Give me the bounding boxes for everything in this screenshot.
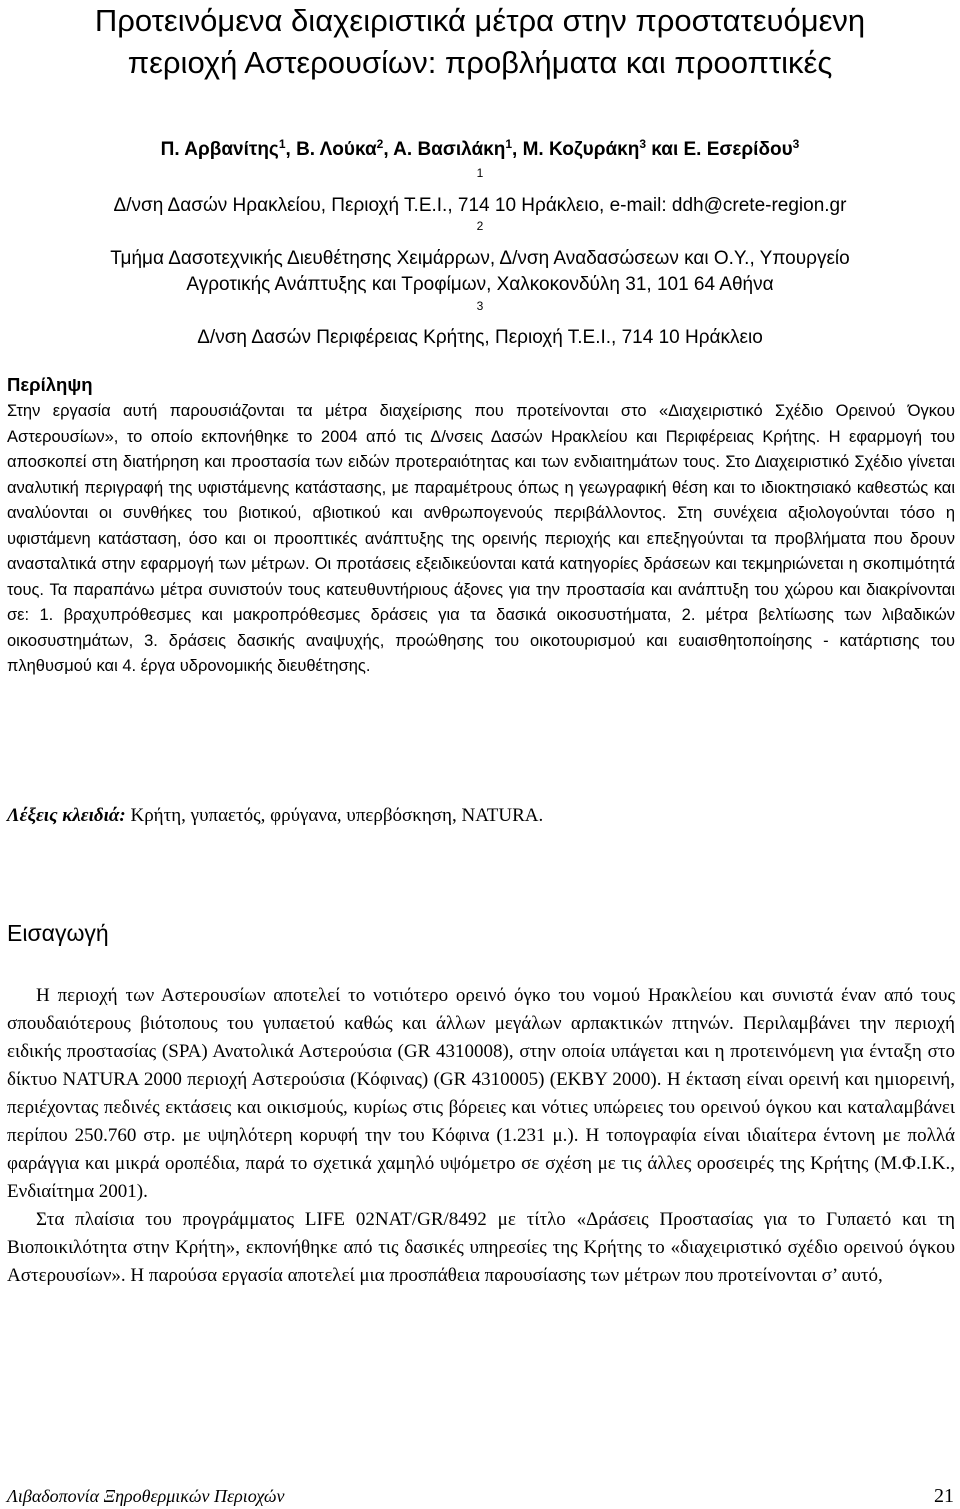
affiliation-text: Δ/νση Δασών Ηρακλείου, Περιοχή Τ.Ε.Ι., 714 10 Ηράκλειο, e-mail: ddh@crete-region.gr — [113, 194, 847, 216]
affiliation-mark: 3 — [476, 298, 484, 313]
affiliation-line — [0, 299, 960, 352]
author-affiliation-mark: 2 — [376, 137, 384, 151]
author-affiliation-mark: 1 — [278, 137, 286, 151]
author-name: Π. Αρβανίτης — [160, 139, 279, 160]
author-affiliation-mark: 3 — [792, 137, 800, 151]
page-number: 21 — [934, 1485, 954, 1507]
author-name: Β. Λούκα — [296, 139, 377, 160]
author-affiliation-mark: 3 — [639, 137, 647, 151]
affiliation-text: Δ/νση Δασών Περιφέρειας Κρήτης, Περιοχή Τ.Ε.Ι., 714 10 Ηράκλειο — [197, 327, 763, 348]
introduction-paragraph: Η περιοχή των Αστερουσίων αποτελεί το νοτιότερο ορεινό όγκο του νομού Ηρακλείου και συνιστά έναν από τους σπουδαιότερους βιότοπους του γυπαετού καθώς και άλλων μεγάλων αρπακτικών πτηνών. Περιλαμβάνει την περιοχή ειδικής προστασίας (SPA) Ανατολικά Αστερούσια (GR 4310008), στην οποία υπάγεται και η προτεινόμενη για ένταξη στο δίκτυο NATURA 2000 περιοχή Αστερούσια (Κόφινας) (GR 4310005) (ΕΚΒΥ 2000). Η έκταση είναι ορεινή και ημιορεινή, περιέχοντας πεδινές εκτάσεις και οικισμούς, κυρίως στις βόρειες και νότιες υπώρειες του ορεινού όγκου και καταλαμβάνει περίπου 250.760 στρ. με υψηλότερη κορυφή την του Κόφινα (1.231 μ.). Η τοπογραφία είναι ιδιαίτερα έντονη με πολλά φαράγγια και μικρά οροπέδια, παρά το σχετικά χαμηλό υψόμετρο σε σχέση με τις άλλες οροσειρές της Κρήτης (Μ.Φ.Ι.Κ., Ενδιαίτημα 2001). — [7, 985, 955, 1202]
keywords-text: Κρήτη, γυπαετός, φρύγανα, υπερβόσκηση, NATURA. — [125, 805, 544, 826]
author-name: Α. Βασιλάκη — [393, 139, 506, 160]
title-line: περιοχή Αστερουσίων: προβλήματα και προοπτικές — [127, 45, 833, 80]
introduction-body — [7, 982, 955, 1290]
affiliation-line: Αγροτικής Ανάπτυξης και Τροφίμων, Χαλκοκονδύλη 31, 101 64 Αθήνα — [186, 274, 774, 295]
title-line: Προτεινόμενα διαχειριστικά μέτρα στην προστατευόμενη — [94, 3, 866, 38]
introduction-paragraph: Στα πλαίσια του προγράμματος LIFE 02NAT/GR/8492 με τίτλο «Δράσεις Προστασίας για το Γυπαετό και τη Βιοποικιλότητα στην Κρήτη», εκπονήθηκε από τις δασικές υπηρεσίες της Κρήτης το «διαχειριστικό σχέδιο ορεινού όγκου Αστερουσίων». Η παρούσα εργασία αποτελεί μια προσπάθεια παρουσίασης των μέτρων που προτείνονται σ’ αυτό, — [7, 1209, 955, 1286]
affiliation-text: Τμήμα Δασοτεχνικής Διευθέτησης Χειμάρρων, Δ/νση Αναδασώσεων και Ο.Υ., Υπουργείο — [110, 247, 850, 269]
abstract-body: Στην εργασία αυτή παρουσιάζονται τα μέτρα διαχείρισης που προτείνονται στο «Διαχειριστικό Σχέδιο Ορεινού Όγκου Αστερουσίων», το οποίο εκπονήθηκε το 2004 από τις Δ/νσεις Δασών Ηρακλείου και Περιφέρειας Κρήτης. Η εφαρμογή του αποσκοπεί στη διατήρηση και προστασία των ειδών προτεραιότητας και των ενδιαιτημάτων τους. Στο Διαχειριστικό Σχέδιο γίνεται αναλυτική περιγραφή της υφιστάμενης κατάστασης, με παραμέτρους όπως η γεωγραφική θέση και το ιδιοκτησιακό καθεστώς και αναλύονται οι συνθήκες του βιοτικού, αβιοτικού και ανθρωπογενούς περιβάλλοντος. Στη συνέχεια αξιολογούνται τόσο η υφιστάμενη κατάσταση, όσο και οι προοπτικές ανάπτυξης της ορεινής περιοχής και επεξηγούνται τα προβλήματα που δρουν ανασταλτικά στην εφαρμογή των μέτρων. Οι προτάσεις εξειδικεύονται κατά κατηγορίες δράσεων και τεκμηριώνεται η σκοπιμότητά τους. Τα παραπάνω μέτρα συνιστούν τους κατευθυντήριους άξονες για την προστασία και ανάπτυξη του χώρου και διακρίνονται σε: 1. βραχυπρόθεσμες και μακροπρόθεσμες δράσεις για τα δασικά οικοσυστήματα, 2. μέτρα βελτίωσης των λιβαδικών οικοσυστημάτων, 3. δράσεις δασικής αναψυχής, προώθησης του οικοτουρισμού και ευαισθητοποίησης - κατάρτισης του πληθυσμού και 4. έργα υδρονομικής διευθέτησης. — [7, 402, 955, 675]
author-name: Ε. Εσερίδου — [683, 139, 793, 160]
affiliation-mark: 2 — [476, 219, 484, 233]
affiliation-mark: 1 — [476, 166, 484, 180]
author-separator: και — [646, 139, 684, 160]
keywords — [7, 804, 955, 828]
author-list — [0, 138, 960, 162]
affiliation-line — [0, 166, 960, 219]
author-separator: , — [285, 139, 297, 160]
author-name: Μ. Κοζυράκη — [522, 139, 640, 160]
author-affiliation-mark: 1 — [505, 137, 513, 151]
affiliations — [0, 166, 960, 352]
keywords-label: Λέξεις κλειδιά: — [7, 805, 126, 826]
running-footer-title: Λιβαδοπονία Ξηροθερμικών Περιοχών — [7, 1486, 285, 1506]
abstract-heading: Περίληψη — [7, 374, 93, 395]
introduction-heading: Εισαγωγή — [7, 920, 109, 946]
author-separator: , — [383, 139, 394, 160]
author-separator: , — [512, 139, 523, 160]
paper-title — [0, 0, 960, 84]
affiliation-line — [0, 219, 960, 272]
